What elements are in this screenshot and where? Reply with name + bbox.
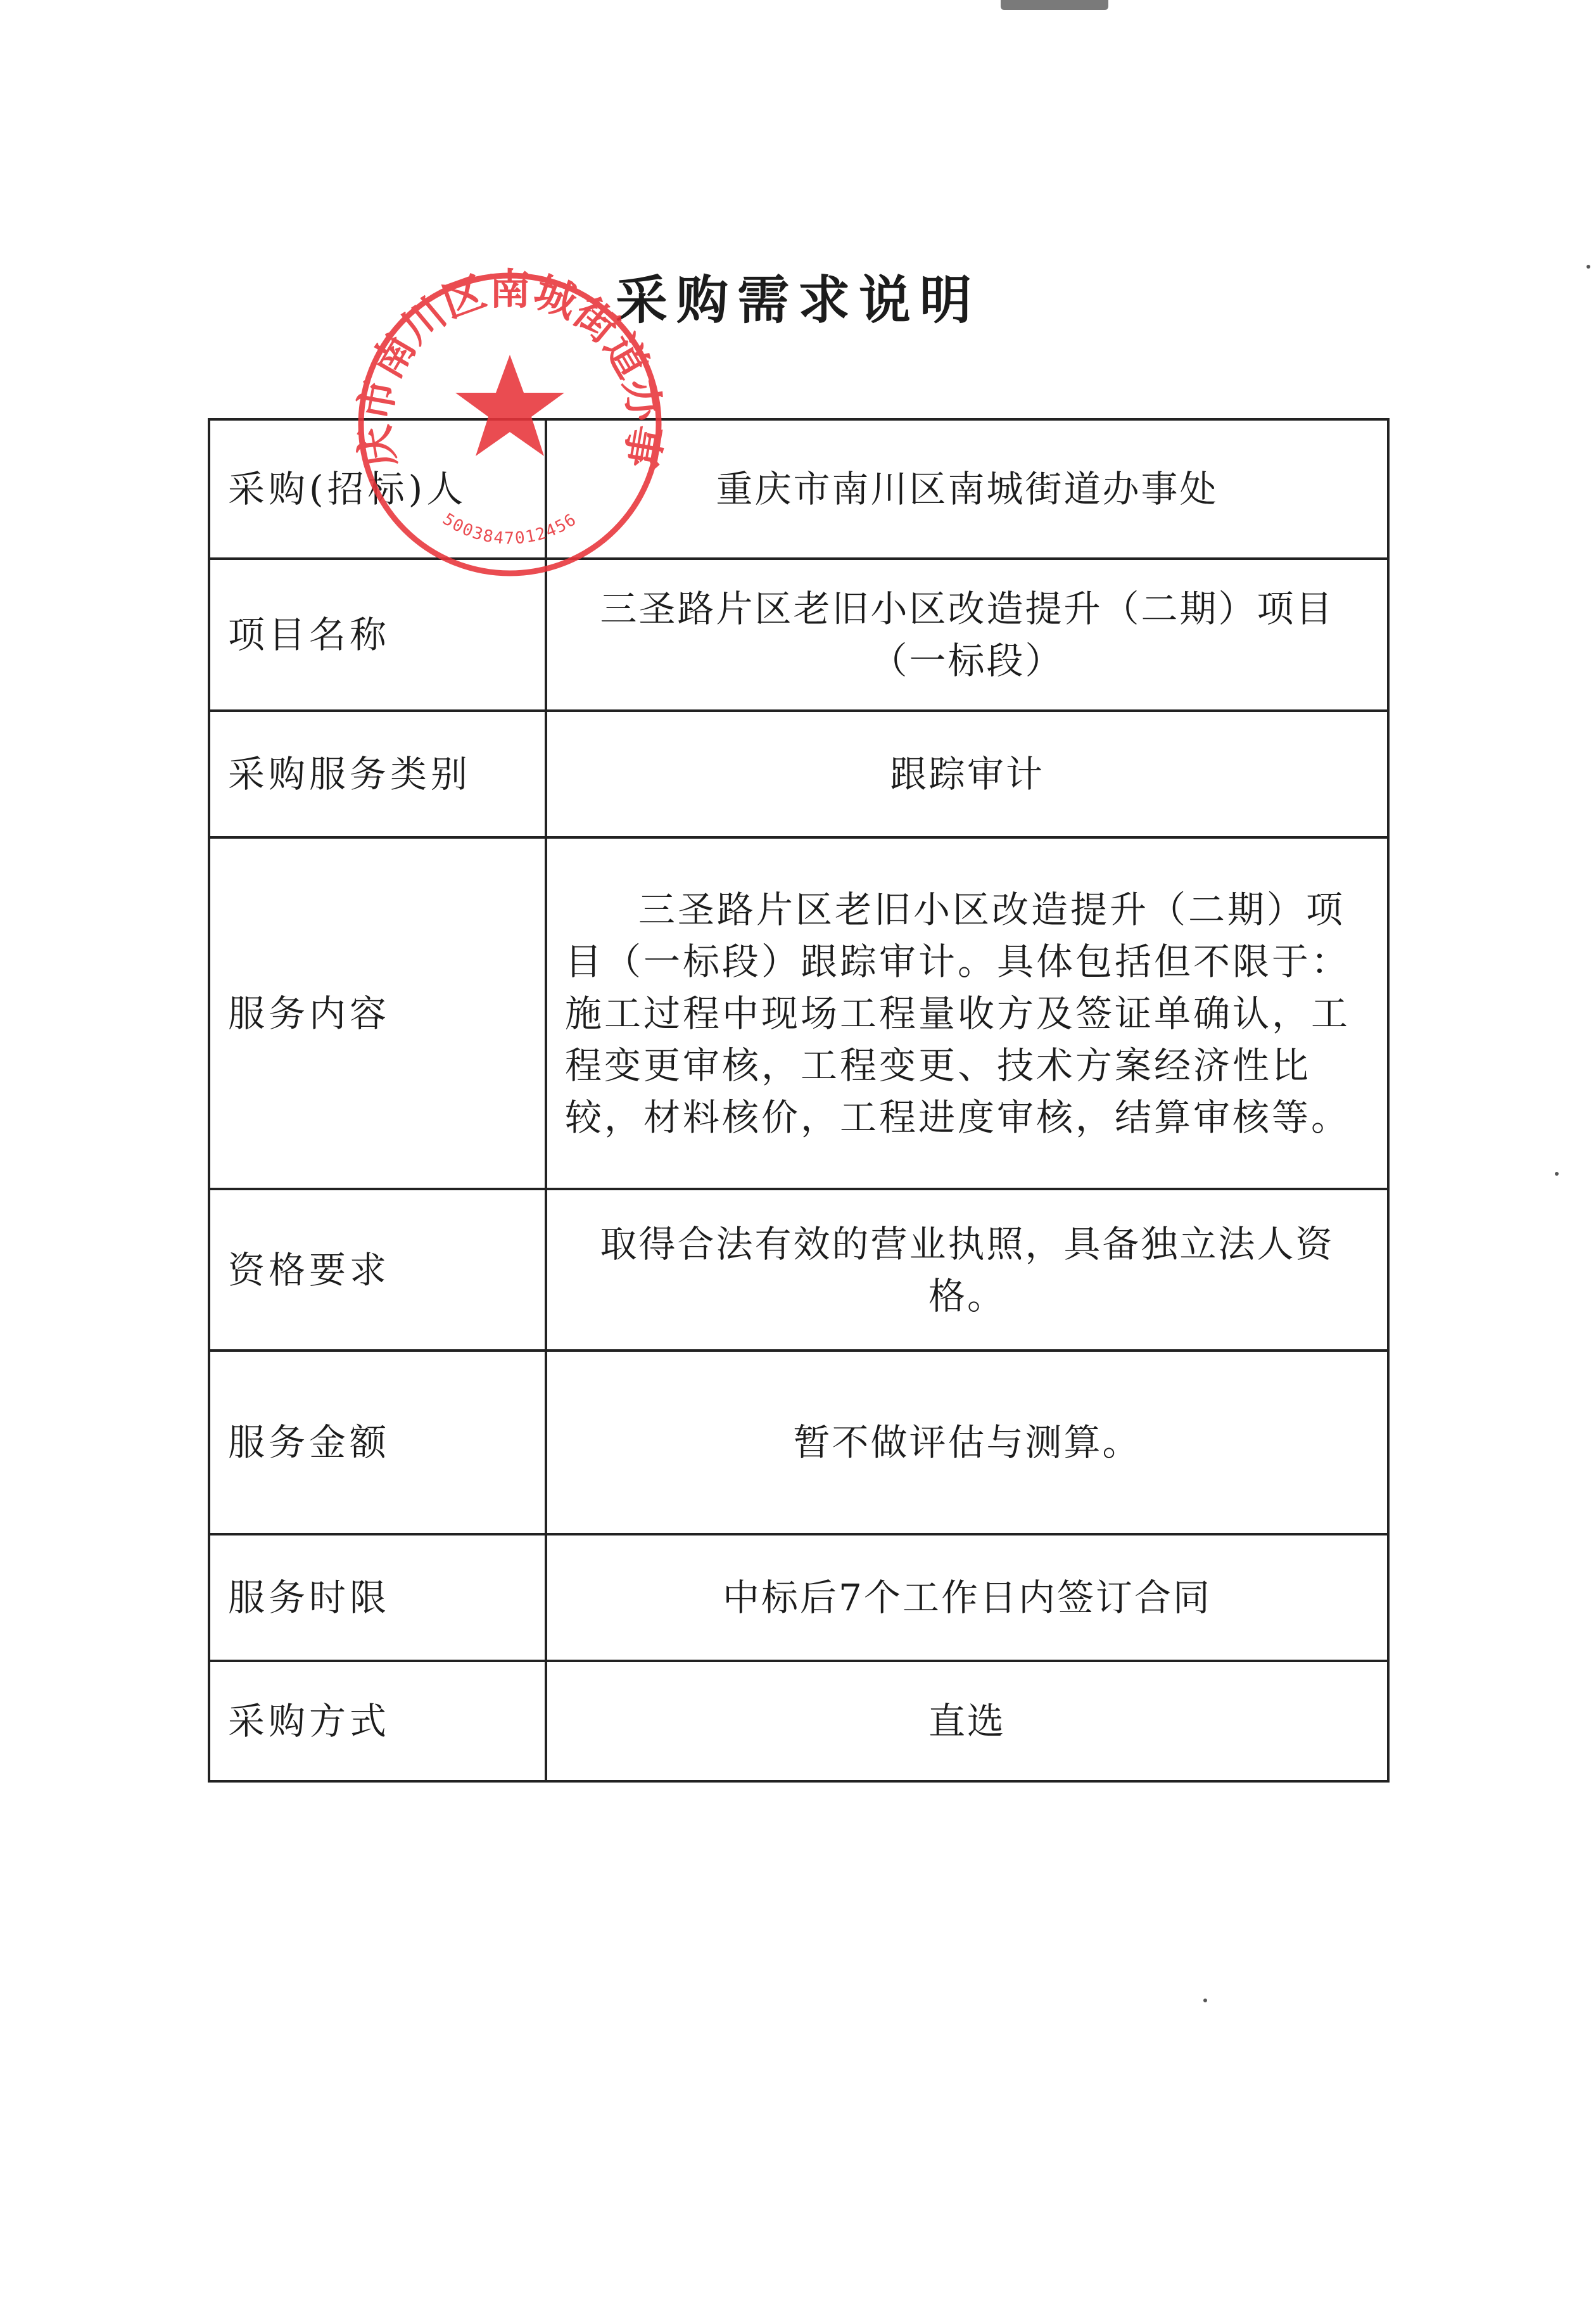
table-row [209, 711, 1388, 837]
table-row [209, 837, 1388, 1189]
row-label-service-amount: 服务金额 [209, 1351, 546, 1534]
requirements-table [208, 418, 1390, 1783]
table-row [209, 1661, 1388, 1781]
row-value-procurement-method: 直选 [546, 1661, 1388, 1781]
row-label-project-name: 项目名称 [209, 559, 546, 711]
row-value-purchaser: 重庆市南川区南城街道办事处 [546, 419, 1388, 559]
table-row [209, 1534, 1388, 1661]
row-value-service-period: 中标后7个工作日内签订合同 [546, 1534, 1388, 1661]
seal-graphic [352, 266, 668, 583]
row-value-service-amount: 暂不做评估与测算。 [546, 1351, 1388, 1534]
table-row [209, 1351, 1388, 1534]
official-seal [352, 266, 668, 583]
scan-mark [1001, 0, 1108, 10]
seal-code-path: 5003847012456 [439, 509, 581, 549]
row-label-procurement-method: 采购方式 [209, 1661, 546, 1781]
row-label-service-period: 服务时限 [209, 1534, 546, 1661]
row-label-service-content: 服务内容 [209, 837, 546, 1189]
seal-text-path: 庆市南川区南城街道办事 [352, 266, 668, 471]
row-value-service-content: 三圣路片区老旧小区改造提升（二期）项目（一标段）跟踪审计。具体包括但不限于：施工过程中现场工程量收方及签证单确认，工程变更审核，工程变更、技术方案经济性比较，材料核价，工程进度审核，结算审核等。 [546, 837, 1388, 1189]
row-label-qualification: 资格要求 [209, 1189, 546, 1351]
document-title: 采购需求说明 [615, 270, 980, 331]
scan-speck [1586, 265, 1590, 269]
seal-code [439, 510, 580, 549]
row-label-purchaser: 采购(招标)人 [209, 419, 546, 559]
star-icon [455, 355, 564, 456]
row-label-service-category: 采购服务类别 [209, 711, 546, 837]
scan-speck [1203, 1999, 1207, 2002]
row-value-service-category: 跟踪审计 [546, 711, 1388, 837]
row-value-qualification: 取得合法有效的营业执照，具备独立法人资格。 [546, 1189, 1388, 1351]
row-value-project-name: 三圣路片区老旧小区改造提升（二期）项目（一标段） [546, 559, 1388, 711]
scan-speck [1555, 1172, 1559, 1176]
table-row [209, 1189, 1388, 1351]
